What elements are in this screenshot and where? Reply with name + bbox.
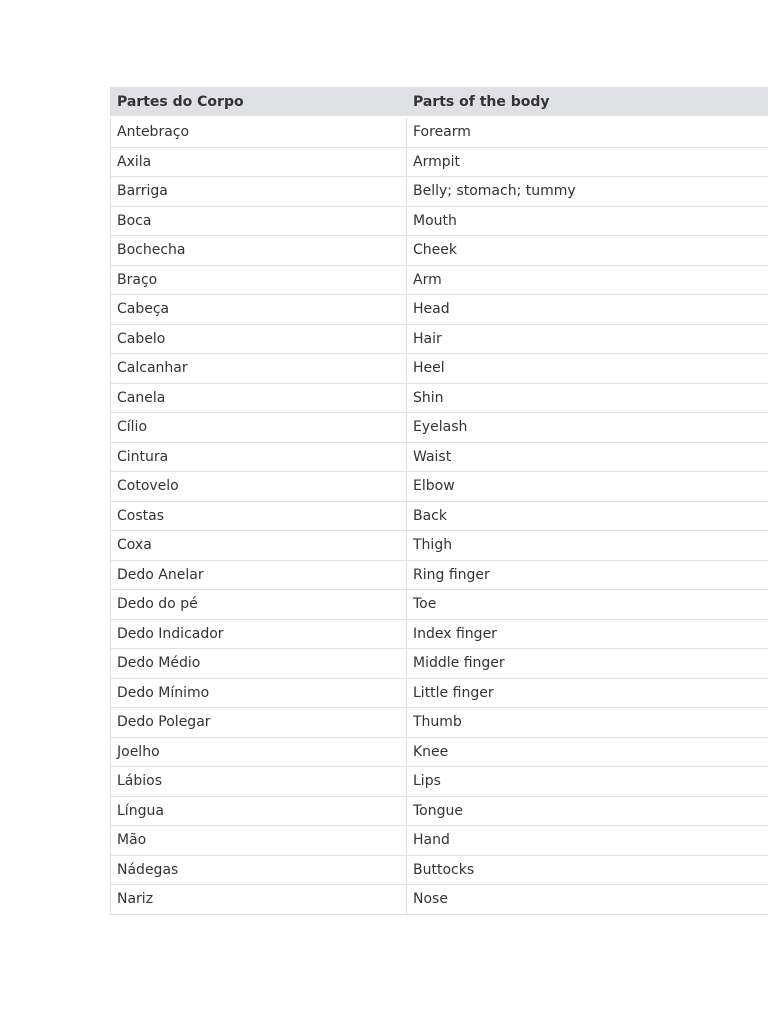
table-row (111, 265, 768, 295)
cell-english: Eyelash (407, 413, 768, 443)
table-row (111, 501, 768, 531)
cell-english: Arm (407, 265, 768, 295)
cell-portuguese: Dedo Indicador (111, 619, 407, 649)
cell-english: Little finger (407, 678, 768, 708)
cell-english: Back (407, 501, 768, 531)
table-row (111, 147, 768, 177)
cell-portuguese: Cotovelo (111, 472, 407, 502)
cell-english: Hair (407, 324, 768, 354)
cell-portuguese: Mão (111, 826, 407, 856)
table-row (111, 737, 768, 767)
cell-english: Lips (407, 767, 768, 797)
cell-portuguese: Canela (111, 383, 407, 413)
cell-portuguese: Braço (111, 265, 407, 295)
header-portuguese: Partes do Corpo (111, 88, 407, 118)
table-row (111, 354, 768, 384)
cell-portuguese: Dedo Médio (111, 649, 407, 679)
table-row (111, 531, 768, 561)
table-row (111, 413, 768, 443)
table-row (111, 855, 768, 885)
cell-portuguese: Costas (111, 501, 407, 531)
cell-portuguese: Língua (111, 796, 407, 826)
cell-portuguese: Axila (111, 147, 407, 177)
cell-portuguese: Dedo Polegar (111, 708, 407, 738)
cell-english: Thumb (407, 708, 768, 738)
cell-portuguese: Cílio (111, 413, 407, 443)
cell-english: Tongue (407, 796, 768, 826)
cell-portuguese: Dedo Anelar (111, 560, 407, 590)
table-row (111, 678, 768, 708)
table-row (111, 206, 768, 236)
header-english: Parts of the body (407, 88, 768, 118)
cell-english: Armpit (407, 147, 768, 177)
cell-english: Shin (407, 383, 768, 413)
table-row (111, 619, 768, 649)
cell-portuguese: Dedo Mínimo (111, 678, 407, 708)
table-row (111, 826, 768, 856)
cell-portuguese: Cabelo (111, 324, 407, 354)
table-row (111, 324, 768, 354)
table-row (111, 295, 768, 325)
table-row (111, 708, 768, 738)
cell-english: Mouth (407, 206, 768, 236)
table-row (111, 649, 768, 679)
cell-portuguese: Lábios (111, 767, 407, 797)
cell-english: Hand (407, 826, 768, 856)
cell-english: Middle finger (407, 649, 768, 679)
cell-english: Thigh (407, 531, 768, 561)
table-row (111, 796, 768, 826)
cell-portuguese: Boca (111, 206, 407, 236)
cell-english: Buttocks (407, 855, 768, 885)
cell-portuguese: Bochecha (111, 236, 407, 266)
cell-english: Toe (407, 590, 768, 620)
cell-english: Waist (407, 442, 768, 472)
table-row (111, 236, 768, 266)
cell-english: Heel (407, 354, 768, 384)
table-row (111, 383, 768, 413)
cell-portuguese: Calcanhar (111, 354, 407, 384)
cell-portuguese: Cintura (111, 442, 407, 472)
cell-portuguese: Nádegas (111, 855, 407, 885)
cell-english: Head (407, 295, 768, 325)
cell-portuguese: Joelho (111, 737, 407, 767)
table-header-row (111, 88, 768, 118)
table-row (111, 177, 768, 207)
table-row (111, 117, 768, 147)
table-row (111, 885, 768, 915)
table-row (111, 472, 768, 502)
cell-portuguese: Nariz (111, 885, 407, 915)
cell-english: Knee (407, 737, 768, 767)
cell-english: Ring finger (407, 560, 768, 590)
vocabulary-table (110, 87, 768, 915)
table-row (111, 767, 768, 797)
cell-english: Index finger (407, 619, 768, 649)
table-row (111, 590, 768, 620)
cell-english: Cheek (407, 236, 768, 266)
cell-english: Forearm (407, 117, 768, 147)
cell-portuguese: Barriga (111, 177, 407, 207)
cell-english: Elbow (407, 472, 768, 502)
cell-portuguese: Coxa (111, 531, 407, 561)
cell-english: Belly; stomach; tummy (407, 177, 768, 207)
table-row (111, 560, 768, 590)
cell-portuguese: Antebraço (111, 117, 407, 147)
cell-english: Nose (407, 885, 768, 915)
table-row (111, 442, 768, 472)
cell-portuguese: Cabeça (111, 295, 407, 325)
table-body (111, 117, 768, 914)
cell-portuguese: Dedo do pé (111, 590, 407, 620)
